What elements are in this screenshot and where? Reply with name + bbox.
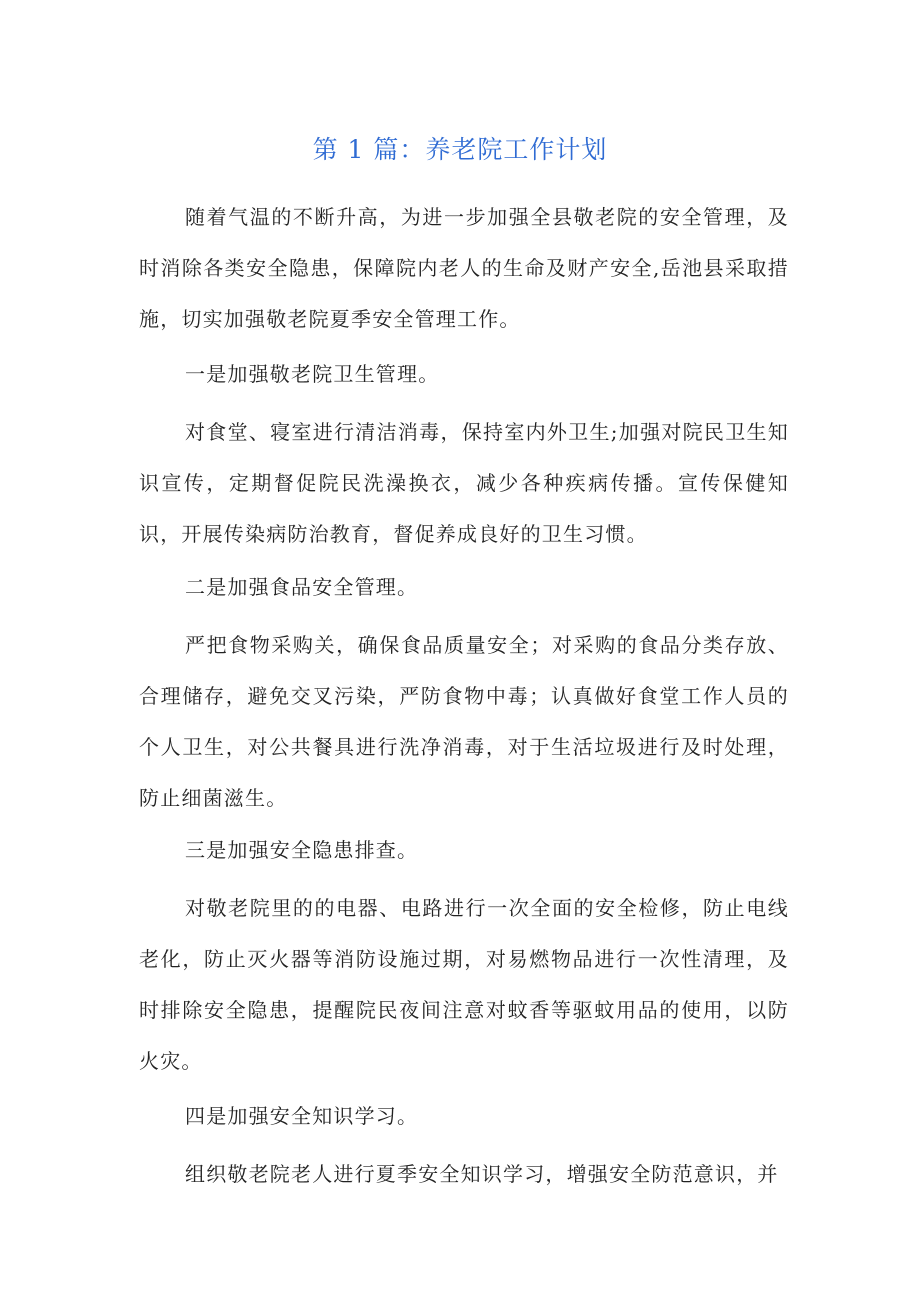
section-4-body: 组织敬老院老人进行夏季安全知识学习，增强安全防范意识，并: [185, 1162, 779, 1186]
document-title: 第 1 篇：养老院工作计划: [312, 135, 608, 164]
section-1-heading: 一是加强敬老院卫生管理。: [185, 362, 440, 386]
section-3-body: 对敬老院里的的电器、电路进行一次全面的安全检修，防止电线老化，防止灭火器等消防设施过期，对易燃物品进行一次性清理，及时排除安全隐患，提醒院民夜间注意对蚊香等驱蚊用品的使用，以防火灾。: [139, 896, 789, 1073]
section-2-body: 严把食物采购关，确保食品质量安全；对采购的食品分类存放、合理储存，避免交叉污染，严防食物中毒；认真做好食堂工作人员的个人卫生，对公共餐具进行洗净消毒，对于生活垃圾进行及时处理，防止细菌滋生。: [139, 633, 789, 810]
section-2-heading: 二是加强食品安全管理。: [185, 575, 419, 599]
section-1-body: 对食堂、寝室进行清洁消毒，保持室内外卫生;加强对院民卫生知识宣传，定期督促院民洗澡换衣，减少各种疾病传播。宣传保健知识，开展传染病防治教育，督促养成良好的卫生习惯。: [139, 420, 789, 546]
section-3-heading: 三是加强安全隐患排查。: [185, 838, 419, 862]
intro-paragraph: 随着气温的不断升高，为进一步加强全县敬老院的安全管理，及时消除各类安全隐患，保障院内老人的生命及财产安全,岳池县采取措施，切实加强敬老院夏季安全管理工作。: [139, 205, 789, 331]
section-4-heading: 四是加强安全知识学习。: [185, 1104, 419, 1128]
